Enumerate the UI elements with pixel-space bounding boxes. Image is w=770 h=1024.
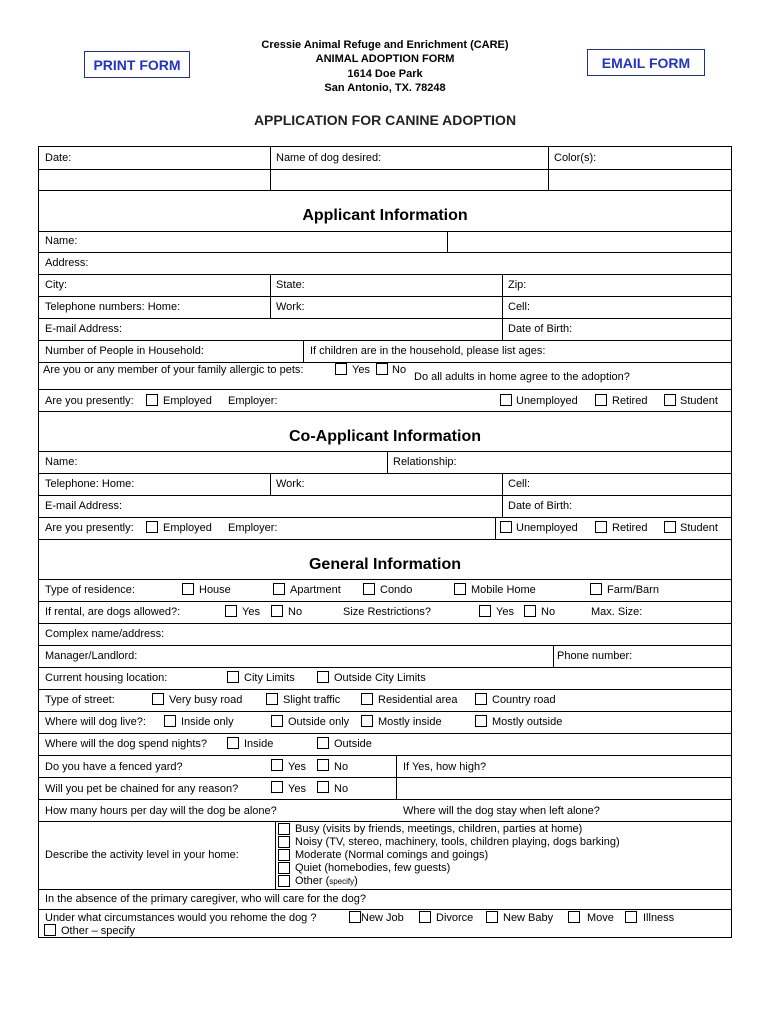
slight-traffic-checkbox[interactable] xyxy=(266,693,278,705)
nights-inside-label: Inside xyxy=(244,738,274,750)
applicant-dob-label: Date of Birth: xyxy=(508,323,573,335)
rehome-new-job-label: New Job xyxy=(361,912,404,924)
applicant-phone-label: Telephone numbers: Home: xyxy=(45,301,181,313)
outside-city-checkbox[interactable] xyxy=(317,671,329,683)
coapplicant-unemployed-label: Unemployed xyxy=(516,522,578,534)
rehome-divorce-label: Divorce xyxy=(436,912,474,924)
rehome-illness-label: Illness xyxy=(643,912,675,924)
rental-yes-checkbox[interactable] xyxy=(225,605,237,617)
residential-label: Residential area xyxy=(378,694,458,706)
adults-agree-label: Do all adults in home agree to the adoption? xyxy=(414,371,630,383)
condo-checkbox[interactable] xyxy=(363,583,375,595)
farm-barn-label: Farm/Barn xyxy=(607,584,659,596)
children-ages-label: If children are in the household, please list ages: xyxy=(310,345,546,357)
activity-quiet-label: Quiet (homebodies, few guests) xyxy=(295,862,451,874)
chained-no-label: No xyxy=(334,783,349,795)
housing-location-label: Current housing location: xyxy=(45,672,168,684)
coapplicant-student-label: Student xyxy=(680,522,718,534)
nights-label: Where will the dog spend nights? xyxy=(45,738,208,750)
org-name: Cressie Animal Refuge and Enrichment (CARE) xyxy=(261,39,509,51)
applicant-work-label: Work: xyxy=(276,301,305,313)
rehome-divorce-checkbox[interactable] xyxy=(419,911,431,923)
student-checkbox[interactable] xyxy=(664,394,676,406)
nights-outside-checkbox[interactable] xyxy=(317,737,329,749)
mostly-outside-checkbox[interactable] xyxy=(475,715,487,727)
nights-outside-label: Outside xyxy=(334,738,372,750)
outside-only-checkbox[interactable] xyxy=(271,715,283,727)
inside-only-label: Inside only xyxy=(181,716,234,728)
rental-no-label: No xyxy=(288,606,303,618)
house-label: House xyxy=(199,584,231,596)
fence-height-label: If Yes, how high? xyxy=(403,761,487,773)
allergy-no-label: No xyxy=(392,364,407,376)
fenced-yes-label: Yes xyxy=(288,761,306,773)
inside-only-checkbox[interactable] xyxy=(164,715,176,727)
activity-level-label: Describe the activity level in your home: xyxy=(45,849,239,861)
max-size-label: Max. Size: xyxy=(591,606,643,618)
employed-label: Employed xyxy=(163,395,212,407)
coapplicant-student-checkbox[interactable] xyxy=(664,521,676,533)
print-form-button[interactable]: PRINT FORM xyxy=(84,51,190,78)
coapplicant-retired-checkbox[interactable] xyxy=(595,521,607,533)
activity-moderate-label: Moderate (Normal comings and goings) xyxy=(295,849,489,861)
street-type-label: Type of street: xyxy=(45,694,115,706)
retired-checkbox[interactable] xyxy=(595,394,607,406)
coapplicant-employer-label: Employer: xyxy=(228,522,278,534)
activity-other-label xyxy=(295,875,358,888)
fenced-yes-checkbox[interactable] xyxy=(271,759,283,771)
adoption-form xyxy=(38,146,732,938)
allergy-yes-label: Yes xyxy=(352,364,370,376)
country-road-checkbox[interactable] xyxy=(475,693,487,705)
activity-other-text: Other ( xyxy=(295,875,330,887)
general-section-title: General Information xyxy=(308,556,462,573)
dog-live-label: Where will dog live?: xyxy=(45,716,146,728)
residential-checkbox[interactable] xyxy=(361,693,373,705)
applicant-section-title: Applicant Information xyxy=(302,207,468,224)
rehome-label: Under what circumstances would you rehome the dog ? xyxy=(45,912,317,924)
allergy-no-checkbox[interactable] xyxy=(376,363,388,375)
slight-traffic-label: Slight traffic xyxy=(283,694,341,706)
allergy-yes-checkbox[interactable] xyxy=(335,363,347,375)
activity-busy-checkbox[interactable] xyxy=(278,823,290,835)
coapplicant-email-label: E-mail Address: xyxy=(45,500,123,512)
condo-label: Condo xyxy=(380,584,413,596)
email-form-button[interactable]: EMAIL FORM xyxy=(587,49,705,76)
applicant-name-label: Name: xyxy=(45,235,78,247)
coapplicant-presently-label: Are you presently: xyxy=(45,522,134,534)
coapplicant-retired-label: Retired xyxy=(612,522,648,534)
applicant-zip-label: Zip: xyxy=(508,279,527,291)
coapplicant-dob-label: Date of Birth: xyxy=(508,500,573,512)
rehome-move-label: Move xyxy=(587,912,614,924)
coapplicant-employed-checkbox[interactable] xyxy=(146,521,158,533)
activity-noisy-checkbox[interactable] xyxy=(278,836,290,848)
fenced-no-label: No xyxy=(334,761,349,773)
chained-yes-label: Yes xyxy=(288,783,306,795)
applicant-state-label: State: xyxy=(276,279,305,291)
coapplicant-unemployed-checkbox[interactable] xyxy=(500,521,512,533)
mostly-outside-label: Mostly outside xyxy=(492,716,563,728)
dog-name-label: Name of dog desired: xyxy=(276,152,382,164)
city-limits-label: City Limits xyxy=(244,672,295,684)
unemployed-label: Unemployed xyxy=(516,395,578,407)
form-name: ANIMAL ADOPTION FORM xyxy=(315,53,455,65)
size-no-label: No xyxy=(541,606,556,618)
date-label: Date: xyxy=(45,152,72,164)
unemployed-checkbox[interactable] xyxy=(500,394,512,406)
chained-no-checkbox[interactable] xyxy=(317,781,329,793)
nights-inside-checkbox[interactable] xyxy=(227,737,239,749)
city-limits-checkbox[interactable] xyxy=(227,671,239,683)
mostly-inside-checkbox[interactable] xyxy=(361,715,373,727)
farm-barn-checkbox[interactable] xyxy=(590,583,602,595)
coapplicant-work-label: Work: xyxy=(276,478,305,490)
house-checkbox[interactable] xyxy=(182,583,194,595)
applicant-address-label: Address: xyxy=(45,257,89,269)
retired-label: Retired xyxy=(612,395,648,407)
applicant-city-label: City: xyxy=(45,279,67,291)
rehome-illness-checkbox[interactable] xyxy=(625,911,637,923)
chained-yes-checkbox[interactable] xyxy=(271,781,283,793)
rehome-new-baby-checkbox[interactable] xyxy=(486,911,498,923)
activity-moderate-checkbox[interactable] xyxy=(278,849,290,861)
presently-label: Are you presently: xyxy=(45,395,134,407)
size-no-checkbox[interactable] xyxy=(524,605,536,617)
phone-number-label: Phone number: xyxy=(557,650,633,662)
stay-alone-label: Where will the dog stay when left alone? xyxy=(403,805,600,817)
fenced-yard-label: Do you have a fenced yard? xyxy=(45,761,183,773)
activity-specify-text: specify xyxy=(329,877,355,886)
coapplicant-section-title: Co-Applicant Information xyxy=(289,428,481,445)
activity-other-checkbox[interactable] xyxy=(278,875,290,887)
outside-city-label: Outside City Limits xyxy=(334,672,426,684)
activity-close-paren: ) xyxy=(354,875,358,887)
apartment-checkbox[interactable] xyxy=(273,583,285,595)
org-street: 1614 Doe Park xyxy=(347,68,423,80)
mostly-inside-label: Mostly inside xyxy=(378,716,442,728)
rental-dogs-label: If rental, are dogs allowed?: xyxy=(45,606,181,618)
rehome-move-checkbox[interactable] xyxy=(568,911,580,923)
page-title: APPLICATION FOR CANINE ADOPTION xyxy=(253,112,517,128)
coapplicant-name-label: Name: xyxy=(45,456,78,468)
hours-alone-label: How many hours per day will the dog be alone? xyxy=(45,805,277,817)
coapplicant-cell-label: Cell: xyxy=(508,478,531,490)
rehome-other-checkbox[interactable] xyxy=(44,924,56,936)
activity-busy-label: Busy (visits by friends, meetings, children, parties at home) xyxy=(295,823,583,835)
applicant-email-label: E-mail Address: xyxy=(45,323,123,335)
allergy-label: Are you or any member of your family allergic to pets: xyxy=(43,364,304,376)
applicant-cell-label: Cell: xyxy=(508,301,531,313)
employer-label: Employer: xyxy=(228,395,278,407)
size-yes-checkbox[interactable] xyxy=(479,605,491,617)
size-restrictions-label: Size Restrictions? xyxy=(343,606,432,618)
residence-label: Type of residence: xyxy=(45,584,135,596)
colors-label: Color(s): xyxy=(554,152,597,164)
complex-label: Complex name/address: xyxy=(45,628,165,640)
rehome-new-baby-label: New Baby xyxy=(503,912,554,924)
country-road-label: Country road xyxy=(492,694,556,706)
fenced-no-checkbox[interactable] xyxy=(317,759,329,771)
activity-quiet-checkbox[interactable] xyxy=(278,862,290,874)
rehome-new-job-checkbox[interactable] xyxy=(349,911,361,923)
apartment-label: Apartment xyxy=(290,584,341,596)
very-busy-label: Very busy road xyxy=(169,694,243,706)
rental-yes-label: Yes xyxy=(242,606,260,618)
rental-no-checkbox[interactable] xyxy=(271,605,283,617)
outside-only-label: Outside only xyxy=(288,716,350,728)
coapplicant-phone-label: Telephone: Home: xyxy=(45,478,135,490)
student-label: Student xyxy=(680,395,718,407)
absence-caregiver-label: In the absence of the primary caregiver, who will care for the dog? xyxy=(45,893,367,905)
size-yes-label: Yes xyxy=(496,606,514,618)
relationship-label: Relationship: xyxy=(393,456,457,468)
org-city: San Antonio, TX. 78248 xyxy=(324,82,446,94)
very-busy-checkbox[interactable] xyxy=(152,693,164,705)
chained-label: Will you pet be chained for any reason? xyxy=(45,783,239,795)
mobile-home-checkbox[interactable] xyxy=(454,583,466,595)
rehome-other-label: Other – specify xyxy=(61,925,135,937)
manager-label: Manager/Landlord: xyxy=(45,650,138,662)
mobile-home-label: Mobile Home xyxy=(471,584,536,596)
employed-checkbox[interactable] xyxy=(146,394,158,406)
household-count-label: Number of People in Household: xyxy=(45,345,204,357)
coapplicant-employed-label: Employed xyxy=(163,522,212,534)
activity-noisy-label: Noisy (TV, stereo, machinery, tools, children playing, dogs barking) xyxy=(295,836,620,848)
